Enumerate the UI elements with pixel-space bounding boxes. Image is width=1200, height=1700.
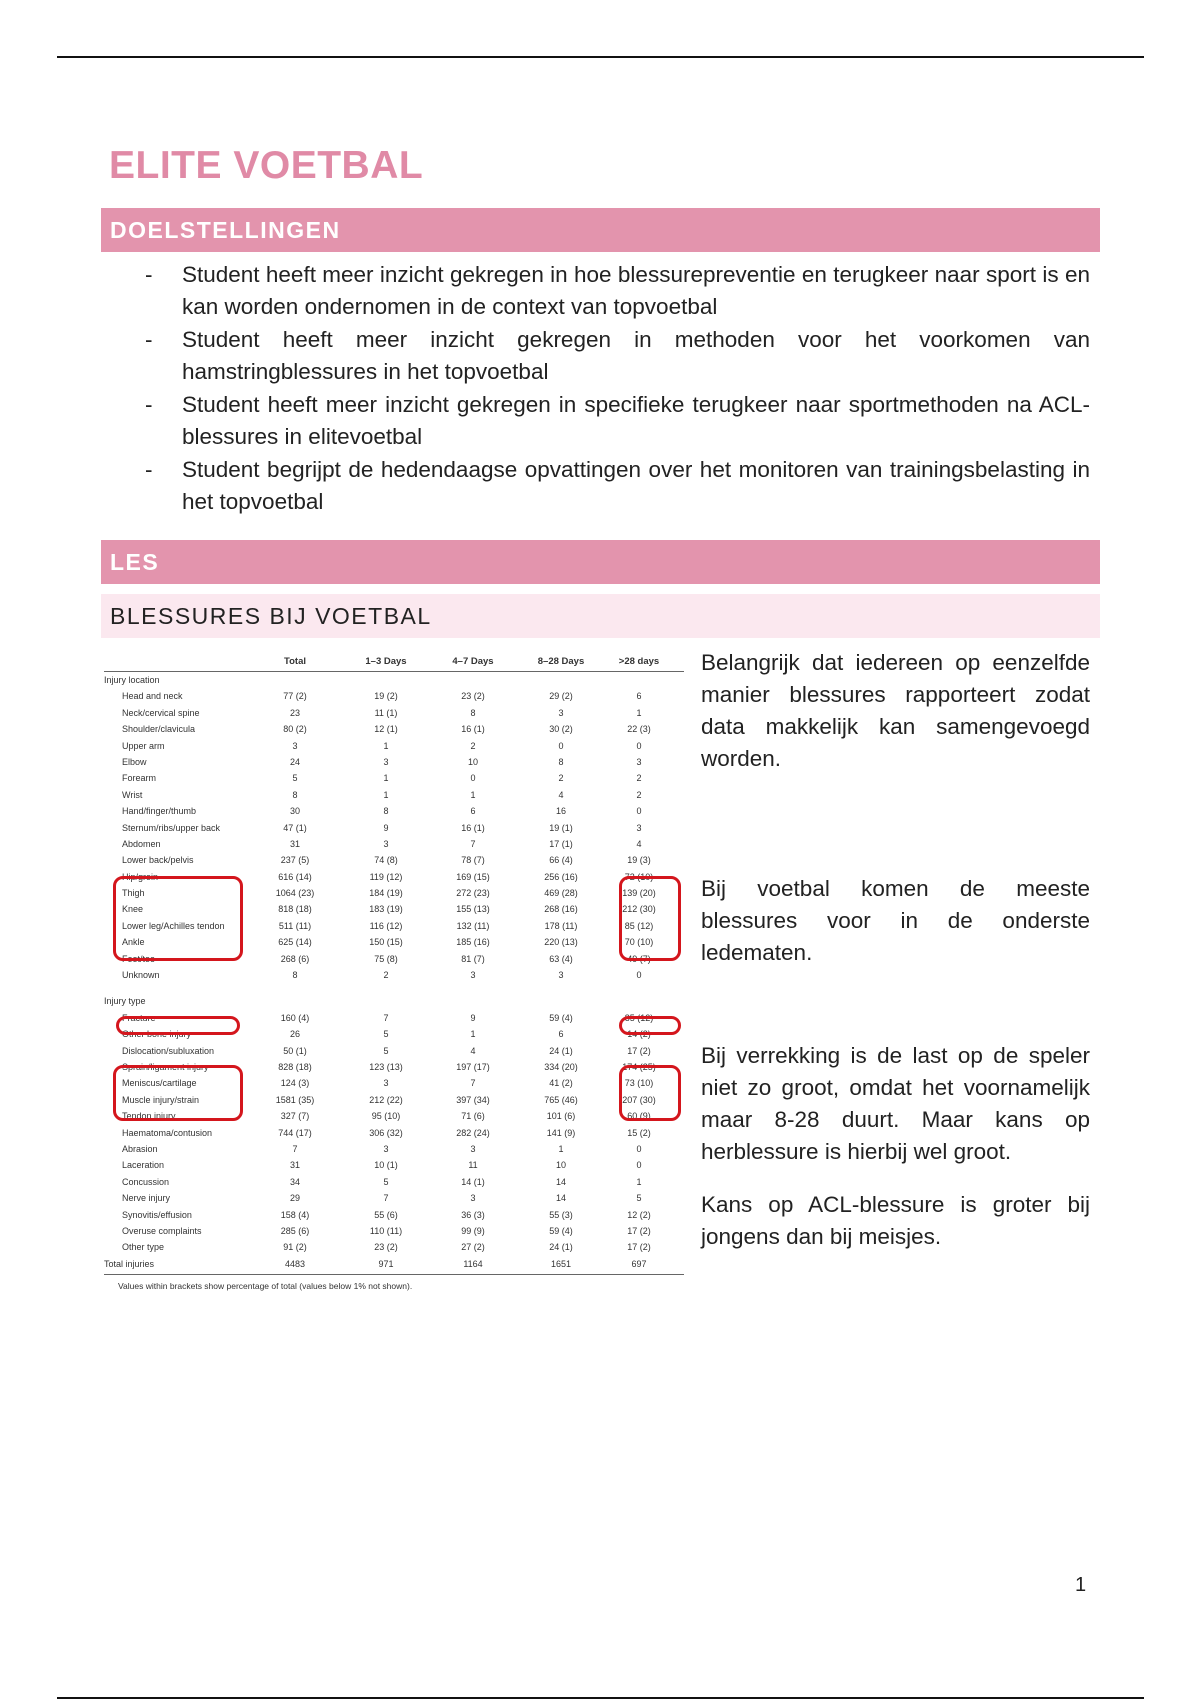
column-header: 4–7 Days xyxy=(452,656,494,667)
table-cell: 124 (3) xyxy=(280,1078,310,1089)
table-cell: 60 (9) xyxy=(627,1111,651,1122)
table-cell: 19 (3) xyxy=(627,855,651,866)
table-cell: 158 (4) xyxy=(280,1209,310,1220)
table-row xyxy=(104,770,684,786)
table-cell: 174 (25) xyxy=(622,1061,656,1072)
table-cell: 116 (12) xyxy=(369,920,403,931)
page-number: 1 xyxy=(1075,1574,1087,1596)
table-row xyxy=(104,1026,684,1042)
table-header-row xyxy=(104,655,684,672)
table-cell: 8 xyxy=(383,806,389,817)
row-label: Hip/groin xyxy=(122,871,159,882)
table-cell: 160 (4) xyxy=(280,1012,310,1023)
table-cell: 828 (18) xyxy=(278,1061,312,1072)
table-cell: 66 (4) xyxy=(549,855,573,866)
note-rapportage: Belangrijk dat iedereen op eenzelfde manier blessures rapporteert zodat data makkelijk kan samengevoegd worden. xyxy=(701,650,1090,771)
table-cell: 4 xyxy=(470,1045,476,1056)
table-cell: 14 (1) xyxy=(461,1176,485,1187)
table-cell: 334 (20) xyxy=(544,1061,578,1072)
row-label: Abdomen xyxy=(122,838,161,849)
table-cell: 4483 xyxy=(284,1258,306,1269)
table-cell: 7 xyxy=(383,1012,389,1023)
table-cell: 77 (2) xyxy=(283,691,307,702)
row-label: Elbow xyxy=(122,756,147,767)
table-cell: 4 xyxy=(558,789,564,800)
table-cell: 47 (1) xyxy=(283,822,307,833)
table-cell: 41 (2) xyxy=(549,1078,573,1089)
table-cell: 818 (18) xyxy=(278,904,312,915)
row-label: Ankle xyxy=(122,937,145,948)
table-row xyxy=(104,705,684,721)
table-cell: 19 (2) xyxy=(374,691,398,702)
row-label: Upper arm xyxy=(122,740,165,751)
row-label: Hand/finger/thumb xyxy=(122,806,197,817)
row-label: Thigh xyxy=(122,888,145,899)
table-cell: 5 xyxy=(383,1029,389,1040)
goal-item: - Student heeft meer inzicht gekregen in methoden voor het voorkomen van hamstringblessures in het topvoetbal xyxy=(145,324,1090,388)
table-cell: 2 xyxy=(383,970,389,981)
row-label: Dislocation/subluxation xyxy=(122,1045,215,1056)
table-cell: 72 (10) xyxy=(624,871,654,882)
table-cell: 24 (1) xyxy=(549,1242,573,1253)
table-cell: 327 (7) xyxy=(280,1111,310,1122)
table-total-row xyxy=(104,1256,684,1272)
table-cell: 2 xyxy=(636,773,642,784)
table-cell: 272 (23) xyxy=(456,888,490,899)
table-row xyxy=(104,852,684,868)
row-label: Total injuries xyxy=(104,1258,155,1269)
table-cell: 3 xyxy=(636,756,642,767)
table-cell: 81 (7) xyxy=(461,953,485,964)
note-acl: Kans op ACL-blessure is groter bij jongens dan bij meisjes. xyxy=(701,1192,1090,1249)
table-row xyxy=(104,901,684,917)
table-row xyxy=(104,803,684,819)
table-row xyxy=(104,1125,684,1141)
goal-item: - Student heeft meer inzicht gekregen in specifieke terugkeer naar sportmethoden na ACL-blessures in elitevoetbal xyxy=(145,389,1090,453)
row-label: Muscle injury/strain xyxy=(122,1094,200,1105)
table-cell: 744 (17) xyxy=(278,1127,312,1138)
table-cell: 0 xyxy=(636,1143,642,1154)
table-cell: 1 xyxy=(636,1176,642,1187)
table-cell: 616 (14) xyxy=(278,871,312,882)
table-cell: 23 xyxy=(289,707,300,718)
table-cell: 1 xyxy=(558,1143,564,1154)
table-cell: 268 (6) xyxy=(280,953,310,964)
table-cell: 397 (34) xyxy=(456,1094,490,1105)
table-group-header xyxy=(104,993,684,1009)
table-cell: 1 xyxy=(636,707,642,718)
row-label: Neck/cervical spine xyxy=(122,707,200,718)
table-cell: 3 xyxy=(292,740,298,751)
bottom-rule xyxy=(57,1697,1144,1699)
table-cell: 50 (1) xyxy=(283,1045,307,1056)
table-row xyxy=(104,1207,684,1223)
table-cell: 7 xyxy=(383,1193,389,1204)
table-cell: 8 xyxy=(470,707,476,718)
table-cell: 24 (1) xyxy=(549,1045,573,1056)
table-cell: 155 (13) xyxy=(456,904,490,915)
table-cell: 0 xyxy=(470,773,476,784)
table-cell: 31 xyxy=(289,838,300,849)
table-cell: 7 xyxy=(292,1143,298,1154)
table-cell: 5 xyxy=(636,1193,642,1204)
row-label: Other type xyxy=(122,1242,165,1253)
row-label: Synovitis/effusion xyxy=(122,1209,192,1220)
table-row xyxy=(104,1075,684,1091)
row-label: Foot/toe xyxy=(122,953,156,964)
table-row xyxy=(104,754,684,770)
table-row xyxy=(104,967,684,983)
table-cell: 80 (2) xyxy=(283,724,307,735)
table-cell: 24 xyxy=(289,756,300,767)
table-cell: 17 (1) xyxy=(549,838,573,849)
table-cell: 511 (11) xyxy=(278,920,312,931)
table-row xyxy=(104,1059,684,1075)
table-cell: 19 (1) xyxy=(549,822,573,833)
table-cell: 11 xyxy=(468,1160,478,1171)
row-label: Forearm xyxy=(122,773,157,784)
table-cell: 17 (2) xyxy=(627,1225,651,1236)
column-header: Total xyxy=(284,656,306,667)
table-cell: 31 xyxy=(289,1160,300,1171)
table-cell: 29 xyxy=(289,1193,300,1204)
table-cell: 212 (22) xyxy=(369,1094,403,1105)
table-cell: 1 xyxy=(470,1029,476,1040)
table-cell: 78 (7) xyxy=(461,855,485,866)
table-cell: 139 (20) xyxy=(622,888,656,899)
row-label: Meniscus/cartilage xyxy=(122,1078,197,1089)
table-spacer xyxy=(104,983,684,993)
table-cell: 10 xyxy=(467,756,478,767)
table-cell: 212 (30) xyxy=(622,904,656,915)
table-row xyxy=(104,1141,684,1157)
table-cell: 184 (19) xyxy=(369,888,403,899)
row-label: Sprain/ligament injury xyxy=(122,1061,209,1072)
table-cell: 9 xyxy=(383,822,389,833)
table-cell: 625 (14) xyxy=(278,937,312,948)
table-cell: 6 xyxy=(558,1029,564,1040)
table-cell: 5 xyxy=(383,1045,389,1056)
goal-item: - Student heeft meer inzicht gekregen in hoe blessurepreventie en terugkeer naar sport is en kan worden ondernomen in de context van topvoetbal xyxy=(145,259,1090,323)
table-row xyxy=(104,1157,684,1173)
table-cell: 15 (2) xyxy=(627,1127,651,1138)
table-cell: 14 (2) xyxy=(627,1029,651,1040)
table-cell: 16 xyxy=(555,806,566,817)
table-cell: 10 (1) xyxy=(374,1160,398,1171)
row-label: Abrasion xyxy=(122,1143,158,1154)
table-row xyxy=(104,918,684,934)
row-label: Fracture xyxy=(122,1012,156,1023)
table-cell: 3 xyxy=(383,756,389,767)
table-cell: 0 xyxy=(636,740,642,751)
table-cell: 17 (2) xyxy=(627,1045,651,1056)
table-row xyxy=(104,1108,684,1124)
table-cell: 73 (10) xyxy=(624,1078,654,1089)
table-cell: 3 xyxy=(470,1143,476,1154)
row-label: Lower leg/Achilles tendon xyxy=(122,920,225,931)
table-row xyxy=(104,1239,684,1255)
table-cell: 99 (9) xyxy=(461,1225,485,1236)
table-cell: 22 (3) xyxy=(627,724,651,735)
table-cell: 12 (1) xyxy=(374,724,398,735)
table-row xyxy=(104,721,684,737)
table-cell: 101 (6) xyxy=(546,1111,576,1122)
goal-item: - Student begrijpt de hedendaagse opvattingen over het monitoren van trainingsbelasting in het topvoetbal xyxy=(145,454,1090,518)
table-cell: 11 (1) xyxy=(374,707,398,718)
table-row xyxy=(104,820,684,836)
table-cell: 27 (2) xyxy=(461,1242,485,1253)
table-cell: 6 xyxy=(470,806,476,817)
column-header: >28 days xyxy=(618,656,660,667)
row-label: Lower back/pelvis xyxy=(122,855,194,866)
row-label: Concussion xyxy=(122,1176,170,1187)
table-cell: 469 (28) xyxy=(544,888,578,899)
row-label: Head and neck xyxy=(122,691,183,702)
section-header-doelstellingen: DOELSTELLINGEN xyxy=(101,208,1100,252)
table-cell: 8 xyxy=(292,789,298,800)
table-row xyxy=(104,951,684,967)
table-cell: 150 (15) xyxy=(369,937,403,948)
table-cell: 1164 xyxy=(463,1258,483,1269)
table-cell: 16 (1) xyxy=(461,822,485,833)
table-cell: 95 (10) xyxy=(371,1111,401,1122)
table-cell: 197 (17) xyxy=(456,1061,490,1072)
row-label: Tendon injury xyxy=(122,1111,176,1122)
table-cell: 70 (10) xyxy=(624,937,654,948)
table-row xyxy=(104,934,684,950)
table-cell: 3 xyxy=(636,822,642,833)
row-label: Overuse complaints xyxy=(122,1225,202,1236)
table-cell: 3 xyxy=(383,1078,389,1089)
table-cell: 74 (8) xyxy=(374,855,398,866)
table-cell: 306 (32) xyxy=(369,1127,403,1138)
group-header-label: Injury location xyxy=(104,675,160,685)
injury-table xyxy=(104,655,684,1291)
table-cell: 1651 xyxy=(550,1258,572,1269)
table-cell: 3 xyxy=(470,970,476,981)
table-cell: 0 xyxy=(558,740,564,751)
table-row xyxy=(104,1190,684,1206)
table-cell: 110 (11) xyxy=(369,1225,403,1236)
table-cell: 141 (9) xyxy=(546,1127,576,1138)
table-cell: 7 xyxy=(470,1078,476,1089)
row-label: Nerve injury xyxy=(122,1193,171,1204)
note-verrekking: Bij verrekking is de last op de speler niet zo groot, omdat het voornamelijk maar 8-28 duurt. Maar kans op herblessure is hierbij wel groot. xyxy=(701,1043,1090,1164)
table-cell: 2 xyxy=(470,740,476,751)
table-cell: 34 xyxy=(289,1176,300,1187)
table-row xyxy=(104,1043,684,1059)
table-cell: 2 xyxy=(636,789,642,800)
section-header-les: LES xyxy=(101,540,1100,584)
table-cell: 9 xyxy=(470,1012,476,1023)
goals-list xyxy=(145,259,1090,519)
column-header: 1–3 Days xyxy=(365,656,407,667)
table-footnote: Values within brackets show percentage of total (values below 1% not shown). xyxy=(118,1281,413,1292)
table-cell: 71 (6) xyxy=(461,1111,485,1122)
table-cell: 123 (13) xyxy=(369,1061,403,1072)
table-group-header xyxy=(104,672,684,688)
table-cell: 0 xyxy=(636,1160,642,1171)
table-cell: 3 xyxy=(558,707,564,718)
table-cell: 30 xyxy=(289,806,300,817)
table-cell: 6 xyxy=(636,691,642,702)
table-cell: 2 xyxy=(558,773,564,784)
table-cell: 55 (6) xyxy=(374,1209,398,1220)
table-row xyxy=(104,885,684,901)
table-cell: 7 xyxy=(470,838,476,849)
subsection-header-blessures: BLESSURES BIJ VOETBAL xyxy=(101,594,1100,638)
table-cell: 59 (4) xyxy=(549,1012,573,1023)
row-label: Laceration xyxy=(122,1160,165,1171)
table-row xyxy=(104,787,684,803)
table-cell: 23 (2) xyxy=(374,1242,398,1253)
table-row xyxy=(104,836,684,852)
row-label: Sternum/ribs/upper back xyxy=(122,822,221,833)
row-label: Haematoma/contusion xyxy=(122,1127,213,1138)
table-cell: 185 (16) xyxy=(456,937,490,948)
table-cell: 4 xyxy=(636,838,642,849)
table-cell: 765 (46) xyxy=(544,1094,578,1105)
table-row xyxy=(104,1223,684,1239)
row-label: Shoulder/clavicula xyxy=(122,724,196,735)
table-bottom-rule xyxy=(104,1274,684,1275)
table-cell: 49 (7) xyxy=(627,953,651,964)
row-label: Knee xyxy=(122,904,144,915)
table-cell: 3 xyxy=(558,970,564,981)
table-cell: 8 xyxy=(558,756,564,767)
page-title: ELITE VOETBAL xyxy=(109,144,424,187)
table-row xyxy=(104,1010,684,1026)
table-cell: 169 (15) xyxy=(456,871,490,882)
table-cell: 1581 (35) xyxy=(275,1094,315,1105)
table-cell: 30 (2) xyxy=(549,724,573,735)
row-label: Unknown xyxy=(122,970,160,981)
table-cell: 3 xyxy=(470,1193,476,1204)
table-body xyxy=(104,672,684,1272)
table-cell: 1 xyxy=(383,789,389,800)
table-cell: 207 (30) xyxy=(622,1094,656,1105)
table-row xyxy=(104,688,684,704)
table-cell: 282 (24) xyxy=(456,1127,490,1138)
column-header: 8–28 Days xyxy=(537,656,585,667)
table-cell: 1 xyxy=(470,789,476,800)
table-cell: 0 xyxy=(636,806,642,817)
table-cell: 178 (11) xyxy=(544,920,578,931)
table-cell: 16 (1) xyxy=(461,724,485,735)
table-cell: 5 xyxy=(383,1176,389,1187)
table-cell: 697 xyxy=(631,1258,647,1269)
table-row xyxy=(104,1092,684,1108)
table-cell: 75 (8) xyxy=(374,953,398,964)
table-cell: 268 (16) xyxy=(544,904,578,915)
table-cell: 10 xyxy=(555,1160,566,1171)
table-cell: 36 (3) xyxy=(461,1209,485,1220)
table-cell: 14 xyxy=(555,1176,566,1187)
table-cell: 285 (6) xyxy=(280,1225,310,1236)
table-cell: 1064 (23) xyxy=(275,888,315,899)
table-cell: 85 (12) xyxy=(624,1012,654,1023)
table-cell: 1 xyxy=(383,773,389,784)
table-cell: 0 xyxy=(636,970,642,981)
table-row xyxy=(104,869,684,885)
table-cell: 91 (2) xyxy=(283,1242,307,1253)
row-label: Wrist xyxy=(122,789,143,800)
table-cell: 59 (4) xyxy=(549,1225,573,1236)
table-cell: 5 xyxy=(292,773,298,784)
table-cell: 220 (13) xyxy=(544,937,578,948)
table-row xyxy=(104,738,684,754)
table-cell: 119 (12) xyxy=(369,871,403,882)
top-rule xyxy=(57,56,1144,58)
table-cell: 14 xyxy=(555,1193,566,1204)
table-cell: 85 (12) xyxy=(624,920,654,931)
table-cell: 63 (4) xyxy=(549,953,573,964)
table-cell: 55 (3) xyxy=(549,1209,573,1220)
table-cell: 23 (2) xyxy=(461,691,485,702)
table-cell: 3 xyxy=(383,838,389,849)
table-cell: 26 xyxy=(289,1029,300,1040)
table-cell: 256 (16) xyxy=(544,871,578,882)
table-cell: 29 (2) xyxy=(549,691,573,702)
table-cell: 237 (5) xyxy=(280,855,310,866)
table-cell: 17 (2) xyxy=(627,1242,651,1253)
note-onderste-ledematen: Bij voetbal komen de meeste blessures voor in de onderste ledematen. xyxy=(701,876,1090,965)
table-cell: 132 (11) xyxy=(456,920,490,931)
table-cell: 183 (19) xyxy=(369,904,403,915)
table-cell: 1 xyxy=(383,740,389,751)
row-label: Other bone injury xyxy=(122,1029,192,1040)
table-cell: 12 (2) xyxy=(627,1209,651,1220)
table-cell: 3 xyxy=(383,1143,389,1154)
group-header-label: Injury type xyxy=(104,996,146,1007)
table-row xyxy=(104,1174,684,1190)
table-cell: 8 xyxy=(292,970,298,981)
table-cell: 971 xyxy=(378,1258,394,1269)
